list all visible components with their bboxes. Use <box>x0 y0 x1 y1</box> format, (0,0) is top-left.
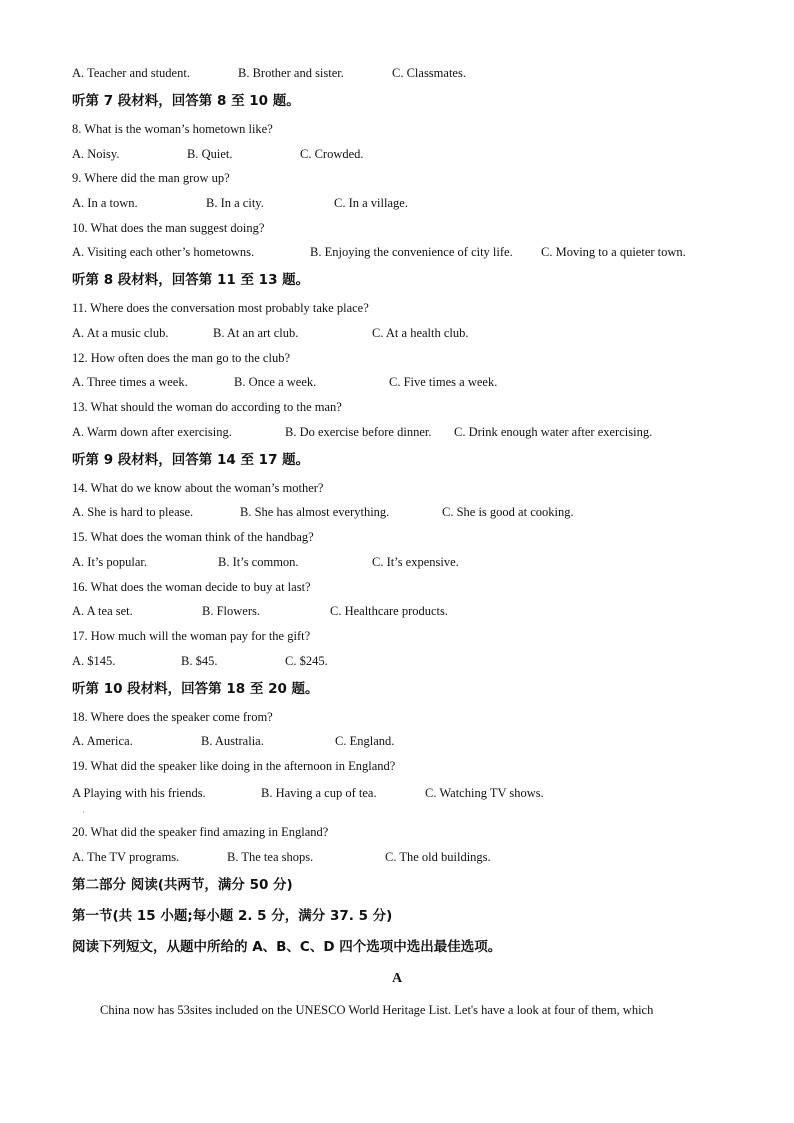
stray-dot-mark: · <box>82 808 85 817</box>
q12-option-b: B. Once a week. <box>234 375 317 389</box>
q9-option-a: A. In a town. <box>72 196 138 210</box>
q14-option-b: B. She has almost everything. <box>240 505 390 519</box>
q14-question: 14. What do we know about the woman’s mother? <box>72 481 324 495</box>
q11-option-b: B. At an art club. <box>213 326 299 340</box>
q9-option-c: C. In a village. <box>334 196 408 210</box>
q20-question: 20. What did the speaker find amazing in England? <box>72 825 329 839</box>
q7-option-a: A. Teacher and student. <box>72 66 190 80</box>
section-1-header: 第一节(共 15 小题;每小题 2. 5 分，满分 37. 5 分) <box>72 908 393 924</box>
q15-question: 15. What does the woman think of the handbag? <box>72 530 314 544</box>
q17-option-b: B. $45. <box>181 654 218 668</box>
q18-option-a: A. America. <box>72 734 133 748</box>
q15-option-a: A. It’s popular. <box>72 555 147 569</box>
q8-question: 8. What is the woman’s hometown like? <box>72 122 273 136</box>
q19-question: 19. What did the speaker like doing in the afternoon in England? <box>72 759 396 773</box>
q11-option-c: C. At a health club. <box>372 326 469 340</box>
q19-option-b: B. Having a cup of tea. <box>261 786 377 800</box>
q10-option-b: B. Enjoying the convenience of city life. <box>310 245 513 259</box>
part-2-header: 第二部分 阅读(共两节，满分 50 分) <box>72 877 293 893</box>
q19-option-a: A Playing with his friends. <box>72 786 206 800</box>
section-8-header: 听第 8 段材料，回答第 11 至 13 题。 <box>72 272 310 288</box>
q8-option-b: B. Quiet. <box>187 147 233 161</box>
q14-option-c: C. She is good at cooking. <box>442 505 574 519</box>
q15-option-c: C. It’s expensive. <box>372 555 459 569</box>
section-9-header: 听第 9 段材料，回答第 14 至 17 题。 <box>72 452 310 468</box>
q13-option-b: B. Do exercise before dinner. <box>285 425 432 439</box>
q16-option-a: A. A tea set. <box>72 604 133 618</box>
q17-option-c: C. $245. <box>285 654 328 668</box>
q16-question: 16. What does the woman decide to buy at last? <box>72 580 311 594</box>
q18-question: 18. Where does the speaker come from? <box>72 710 273 724</box>
q12-option-c: C. Five times a week. <box>389 375 498 389</box>
q12-option-a: A. Three times a week. <box>72 375 188 389</box>
q20-option-c: C. The old buildings. <box>385 850 491 864</box>
q9-option-b: B. In a city. <box>206 196 264 210</box>
q20-option-b: B. The tea shops. <box>227 850 314 864</box>
reading-instruction: 阅读下列短文，从题中所给的 A、B、C、D 四个选项中选出最佳选项。 <box>72 939 502 955</box>
q8-option-c: C. Crowded. <box>300 147 364 161</box>
q13-option-c: C. Drink enough water after exercising. <box>454 425 653 439</box>
q13-option-a: A. Warm down after exercising. <box>72 425 232 439</box>
q9-question: 9. Where did the man grow up? <box>72 171 230 185</box>
section-7-header: 听第 7 段材料，回答第 8 至 10 题。 <box>72 93 300 109</box>
q20-option-a: A. The TV programs. <box>72 850 180 864</box>
q16-option-b: B. Flowers. <box>202 604 260 618</box>
q11-question: 11. Where does the conversation most probably take place? <box>72 301 369 315</box>
q19-option-c: C. Watching TV shows. <box>425 786 544 800</box>
q17-option-a: A. $145. <box>72 654 116 668</box>
q10-option-a: A. Visiting each other’s hometowns. <box>72 245 255 259</box>
q18-option-b: B. Australia. <box>201 734 264 748</box>
q8-option-a: A. Noisy. <box>72 147 120 161</box>
q10-question: 10. What does the man suggest doing? <box>72 221 265 235</box>
q12-question: 12. How often does the man go to the club? <box>72 351 291 365</box>
q14-option-a: A. She is hard to please. <box>72 505 194 519</box>
q7-option-c: C. Classmates. <box>392 66 466 80</box>
q18-option-c: C. England. <box>335 734 395 748</box>
q13-question: 13. What should the woman do according to the man? <box>72 400 342 414</box>
passage-label: A <box>391 971 403 986</box>
q17-question: 17. How much will the woman pay for the gift? <box>72 629 311 643</box>
section-10-header: 听第 10 段材料，回答第 18 至 20 题。 <box>72 681 319 697</box>
q16-option-c: C. Healthcare products. <box>330 604 449 618</box>
q11-option-a: A. At a music club. <box>72 326 169 340</box>
q15-option-b: B. It’s common. <box>218 555 299 569</box>
q7-option-b: B. Brother and sister. <box>238 66 344 80</box>
passage-first-line: China now has 53sites included on the UNESCO World Heritage List. Let's have a look at four of them, which <box>100 1003 654 1017</box>
q10-option-c: C. Moving to a quieter town. <box>541 245 686 259</box>
